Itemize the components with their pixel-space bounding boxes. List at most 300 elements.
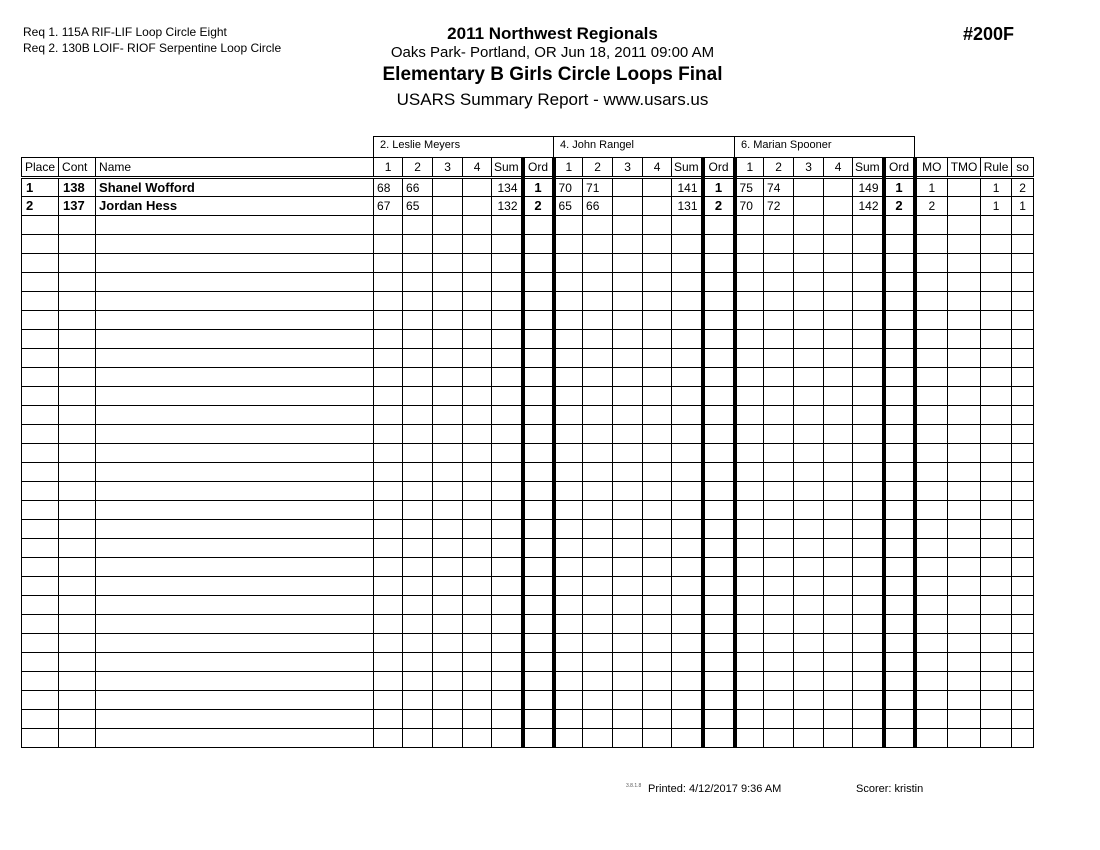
empty-cell <box>554 691 583 710</box>
empty-cell <box>433 368 463 387</box>
empty-cell <box>374 653 403 672</box>
empty-cell <box>672 653 703 672</box>
empty-cell <box>96 539 374 558</box>
empty-cell <box>463 292 492 311</box>
empty-cell <box>583 273 613 292</box>
empty-cell <box>794 444 824 463</box>
col-rule: Rule <box>981 158 1012 178</box>
event-number: #200F <box>963 24 1015 44</box>
empty-cell <box>981 615 1012 634</box>
empty-cell <box>374 349 403 368</box>
empty-cell <box>643 596 672 615</box>
empty-cell <box>884 482 915 501</box>
empty-cell <box>948 292 981 311</box>
empty-cell <box>853 235 884 254</box>
table-row <box>22 178 1034 197</box>
empty-cell <box>884 615 915 634</box>
judge-header-3: 6. Marian Spooner <box>734 136 915 157</box>
empty-cell <box>764 387 794 406</box>
empty-cell <box>403 539 433 558</box>
empty-cell <box>884 235 915 254</box>
empty-cell <box>915 558 948 577</box>
empty-cell <box>96 653 374 672</box>
empty-cell <box>463 254 492 273</box>
empty-cell <box>915 425 948 444</box>
empty-cell <box>554 463 583 482</box>
empty-cell <box>643 539 672 558</box>
empty-cell <box>672 482 703 501</box>
empty-cell <box>824 406 853 425</box>
empty-cell <box>703 387 735 406</box>
empty-cell <box>22 235 59 254</box>
empty-cell <box>59 387 96 406</box>
empty-cell <box>1012 406 1034 425</box>
empty-cell <box>853 520 884 539</box>
empty-cell <box>433 216 463 235</box>
empty-cell <box>59 482 96 501</box>
empty-cell <box>59 539 96 558</box>
empty-cell <box>703 691 735 710</box>
empty-cell <box>794 254 824 273</box>
empty-cell <box>523 558 554 577</box>
empty-cell <box>703 349 735 368</box>
empty-cell <box>915 216 948 235</box>
empty-cell <box>703 311 735 330</box>
empty-cell <box>735 387 764 406</box>
empty-cell <box>59 273 96 292</box>
empty-cell <box>59 596 96 615</box>
empty-cell <box>735 425 764 444</box>
empty-cell <box>794 463 824 482</box>
empty-cell <box>643 444 672 463</box>
empty-cell <box>463 216 492 235</box>
empty-cell <box>613 520 643 539</box>
empty-cell <box>703 672 735 691</box>
empty-cell <box>643 216 672 235</box>
empty-cell <box>523 216 554 235</box>
empty-cell <box>554 653 583 672</box>
empty-cell <box>764 349 794 368</box>
empty-cell <box>794 520 824 539</box>
j1-col-4: 4 <box>463 158 492 178</box>
empty-cell <box>853 349 884 368</box>
empty-cell <box>583 672 613 691</box>
empty-cell <box>824 501 853 520</box>
empty-cell <box>492 501 523 520</box>
empty-cell <box>59 406 96 425</box>
empty-cell <box>824 311 853 330</box>
empty-cell <box>59 216 96 235</box>
empty-row <box>22 634 1034 653</box>
empty-cell <box>433 672 463 691</box>
empty-row <box>22 482 1034 501</box>
empty-cell <box>523 691 554 710</box>
empty-cell <box>981 292 1012 311</box>
j1-col-3: 3 <box>433 158 463 178</box>
j1-score-1: 68 <box>374 178 403 197</box>
empty-cell <box>672 463 703 482</box>
empty-cell <box>59 501 96 520</box>
j2-ord: 1 <box>703 178 735 197</box>
empty-cell <box>981 349 1012 368</box>
empty-cell <box>96 558 374 577</box>
j3-col-3: 3 <box>794 158 824 178</box>
empty-cell <box>463 406 492 425</box>
empty-cell <box>884 292 915 311</box>
empty-cell <box>915 710 948 729</box>
empty-cell <box>433 444 463 463</box>
empty-row <box>22 558 1034 577</box>
empty-cell <box>583 501 613 520</box>
empty-cell <box>1012 520 1034 539</box>
empty-cell <box>981 235 1012 254</box>
empty-cell <box>433 653 463 672</box>
empty-cell <box>22 691 59 710</box>
empty-cell <box>764 558 794 577</box>
empty-cell <box>374 216 403 235</box>
empty-cell <box>59 292 96 311</box>
empty-cell <box>735 235 764 254</box>
j1-col-ord: Ord <box>523 158 554 178</box>
empty-cell <box>643 349 672 368</box>
empty-cell <box>523 273 554 292</box>
empty-cell <box>824 615 853 634</box>
version-label: 3.8.1.8 <box>626 783 642 789</box>
empty-row <box>22 330 1034 349</box>
empty-cell <box>374 558 403 577</box>
empty-cell <box>492 653 523 672</box>
empty-cell <box>492 615 523 634</box>
place-cell: 1 <box>22 178 59 197</box>
empty-row <box>22 235 1034 254</box>
empty-cell <box>853 273 884 292</box>
empty-cell <box>672 235 703 254</box>
empty-cell <box>403 254 433 273</box>
empty-cell <box>374 520 403 539</box>
empty-cell <box>915 615 948 634</box>
j1-sum: 132 <box>492 197 523 216</box>
empty-cell <box>915 330 948 349</box>
empty-cell <box>59 729 96 748</box>
empty-cell <box>403 729 433 748</box>
empty-cell <box>764 254 794 273</box>
empty-cell <box>492 634 523 653</box>
empty-cell <box>981 273 1012 292</box>
empty-cell <box>703 216 735 235</box>
empty-cell <box>703 729 735 748</box>
empty-cell <box>96 729 374 748</box>
empty-cell <box>884 501 915 520</box>
empty-cell <box>59 691 96 710</box>
empty-cell <box>948 254 981 273</box>
empty-cell <box>1012 577 1034 596</box>
empty-cell <box>492 349 523 368</box>
empty-cell <box>523 292 554 311</box>
empty-cell <box>22 273 59 292</box>
empty-cell <box>981 558 1012 577</box>
empty-cell <box>703 615 735 634</box>
j2-ord: 2 <box>703 197 735 216</box>
empty-cell <box>1012 292 1034 311</box>
empty-cell <box>613 235 643 254</box>
empty-cell <box>1012 615 1034 634</box>
empty-cell <box>523 520 554 539</box>
empty-cell <box>948 235 981 254</box>
empty-cell <box>554 368 583 387</box>
j3-ord: 1 <box>884 178 915 197</box>
empty-cell <box>374 501 403 520</box>
empty-cell <box>824 349 853 368</box>
j3-score-2: 74 <box>764 178 794 197</box>
empty-cell <box>613 330 643 349</box>
empty-cell <box>554 615 583 634</box>
empty-cell <box>463 691 492 710</box>
empty-cell <box>613 501 643 520</box>
empty-cell <box>824 216 853 235</box>
empty-cell <box>672 710 703 729</box>
empty-cell <box>433 577 463 596</box>
empty-cell <box>915 463 948 482</box>
empty-cell <box>884 368 915 387</box>
empty-cell <box>583 406 613 425</box>
judge-header-1: 2. Leslie Meyers <box>373 136 554 157</box>
empty-cell <box>735 406 764 425</box>
empty-cell <box>583 235 613 254</box>
empty-cell <box>824 368 853 387</box>
name-cell: Shanel Wofford <box>96 178 374 197</box>
empty-cell <box>463 634 492 653</box>
empty-cell <box>554 729 583 748</box>
empty-cell <box>1012 330 1034 349</box>
empty-cell <box>613 444 643 463</box>
empty-cell <box>703 235 735 254</box>
empty-cell <box>96 520 374 539</box>
empty-cell <box>981 216 1012 235</box>
empty-cell <box>981 634 1012 653</box>
empty-cell <box>523 235 554 254</box>
empty-cell <box>403 653 433 672</box>
empty-cell <box>59 558 96 577</box>
header-row <box>22 158 1034 178</box>
empty-cell <box>735 672 764 691</box>
empty-cell <box>948 501 981 520</box>
empty-cell <box>492 729 523 748</box>
empty-cell <box>672 254 703 273</box>
empty-cell <box>523 653 554 672</box>
empty-cell <box>374 463 403 482</box>
empty-cell <box>672 311 703 330</box>
empty-cell <box>735 577 764 596</box>
requirement-1: Req 1. 115A RIF-LIF Loop Circle Eight <box>23 25 227 39</box>
empty-cell <box>703 292 735 311</box>
empty-row <box>22 254 1034 273</box>
j3-score-2: 72 <box>764 197 794 216</box>
empty-cell <box>492 463 523 482</box>
empty-cell <box>764 634 794 653</box>
empty-cell <box>374 691 403 710</box>
j2-col-2: 2 <box>583 158 613 178</box>
empty-cell <box>1012 444 1034 463</box>
empty-cell <box>981 539 1012 558</box>
j3-score-4 <box>824 197 853 216</box>
rule-cell: 1 <box>981 178 1012 197</box>
empty-cell <box>948 615 981 634</box>
empty-cell <box>613 653 643 672</box>
empty-cell <box>583 349 613 368</box>
empty-cell <box>703 254 735 273</box>
empty-cell <box>433 501 463 520</box>
empty-cell <box>463 463 492 482</box>
empty-cell <box>884 672 915 691</box>
empty-cell <box>643 729 672 748</box>
empty-cell <box>703 444 735 463</box>
empty-cell <box>523 330 554 349</box>
empty-cell <box>96 691 374 710</box>
empty-cell <box>672 577 703 596</box>
empty-cell <box>583 311 613 330</box>
empty-cell <box>22 482 59 501</box>
empty-cell <box>794 596 824 615</box>
empty-cell <box>703 558 735 577</box>
empty-cell <box>374 330 403 349</box>
empty-cell <box>403 273 433 292</box>
empty-cell <box>672 425 703 444</box>
empty-cell <box>374 387 403 406</box>
empty-cell <box>735 710 764 729</box>
empty-cell <box>764 273 794 292</box>
empty-cell <box>554 349 583 368</box>
empty-cell <box>523 254 554 273</box>
empty-cell <box>96 254 374 273</box>
empty-cell <box>948 387 981 406</box>
empty-cell <box>672 539 703 558</box>
empty-cell <box>735 463 764 482</box>
empty-cell <box>853 406 884 425</box>
empty-cell <box>735 615 764 634</box>
empty-cell <box>22 387 59 406</box>
empty-cell <box>583 558 613 577</box>
empty-cell <box>613 406 643 425</box>
empty-cell <box>523 425 554 444</box>
empty-cell <box>96 501 374 520</box>
j2-col-1: 1 <box>554 158 583 178</box>
empty-cell <box>915 349 948 368</box>
empty-cell <box>583 596 613 615</box>
empty-cell <box>403 634 433 653</box>
scorer-name: Scorer: kristin <box>856 783 924 795</box>
empty-cell <box>403 596 433 615</box>
empty-cell <box>463 577 492 596</box>
empty-cell <box>403 463 433 482</box>
empty-cell <box>523 710 554 729</box>
empty-cell <box>672 330 703 349</box>
results-table <box>21 157 1034 748</box>
empty-row <box>22 691 1034 710</box>
report-title: USARS Summary Report - www.usars.us <box>396 90 709 109</box>
empty-cell <box>554 425 583 444</box>
empty-cell <box>22 425 59 444</box>
empty-cell <box>948 672 981 691</box>
j3-col-4: 4 <box>824 158 853 178</box>
empty-cell <box>981 425 1012 444</box>
empty-cell <box>96 444 374 463</box>
empty-cell <box>981 710 1012 729</box>
empty-cell <box>22 444 59 463</box>
j1-score-1: 67 <box>374 197 403 216</box>
empty-cell <box>853 482 884 501</box>
empty-cell <box>981 482 1012 501</box>
empty-cell <box>433 615 463 634</box>
empty-cell <box>643 463 672 482</box>
empty-cell <box>22 653 59 672</box>
empty-row <box>22 729 1034 748</box>
empty-cell <box>403 482 433 501</box>
j1-sum: 134 <box>492 178 523 197</box>
empty-cell <box>948 444 981 463</box>
empty-cell <box>22 710 59 729</box>
empty-cell <box>613 368 643 387</box>
empty-cell <box>703 520 735 539</box>
empty-cell <box>463 653 492 672</box>
empty-cell <box>794 672 824 691</box>
empty-cell <box>948 273 981 292</box>
empty-cell <box>884 463 915 482</box>
j2-sum: 131 <box>672 197 703 216</box>
empty-cell <box>794 558 824 577</box>
empty-cell <box>433 292 463 311</box>
empty-cell <box>433 349 463 368</box>
empty-row <box>22 425 1034 444</box>
empty-cell <box>96 368 374 387</box>
empty-cell <box>643 577 672 596</box>
empty-cell <box>613 729 643 748</box>
empty-cell <box>463 596 492 615</box>
empty-cell <box>884 330 915 349</box>
empty-row <box>22 501 1034 520</box>
empty-cell <box>463 349 492 368</box>
empty-cell <box>853 368 884 387</box>
empty-cell <box>884 558 915 577</box>
empty-cell <box>915 444 948 463</box>
place-cell: 2 <box>22 197 59 216</box>
empty-cell <box>554 596 583 615</box>
empty-cell <box>948 691 981 710</box>
empty-cell <box>492 273 523 292</box>
empty-cell <box>794 292 824 311</box>
empty-cell <box>948 729 981 748</box>
empty-cell <box>613 691 643 710</box>
empty-cell <box>22 463 59 482</box>
j2-score-4 <box>643 197 672 216</box>
empty-cell <box>824 273 853 292</box>
empty-cell <box>735 558 764 577</box>
empty-cell <box>981 653 1012 672</box>
empty-cell <box>1012 558 1034 577</box>
j3-col-2: 2 <box>764 158 794 178</box>
empty-cell <box>915 482 948 501</box>
empty-cell <box>492 710 523 729</box>
empty-cell <box>853 292 884 311</box>
empty-cell <box>884 254 915 273</box>
empty-cell <box>764 406 794 425</box>
empty-cell <box>96 463 374 482</box>
empty-cell <box>643 368 672 387</box>
empty-cell <box>613 292 643 311</box>
empty-cell <box>824 710 853 729</box>
empty-cell <box>884 444 915 463</box>
empty-cell <box>403 311 433 330</box>
empty-cell <box>403 672 433 691</box>
